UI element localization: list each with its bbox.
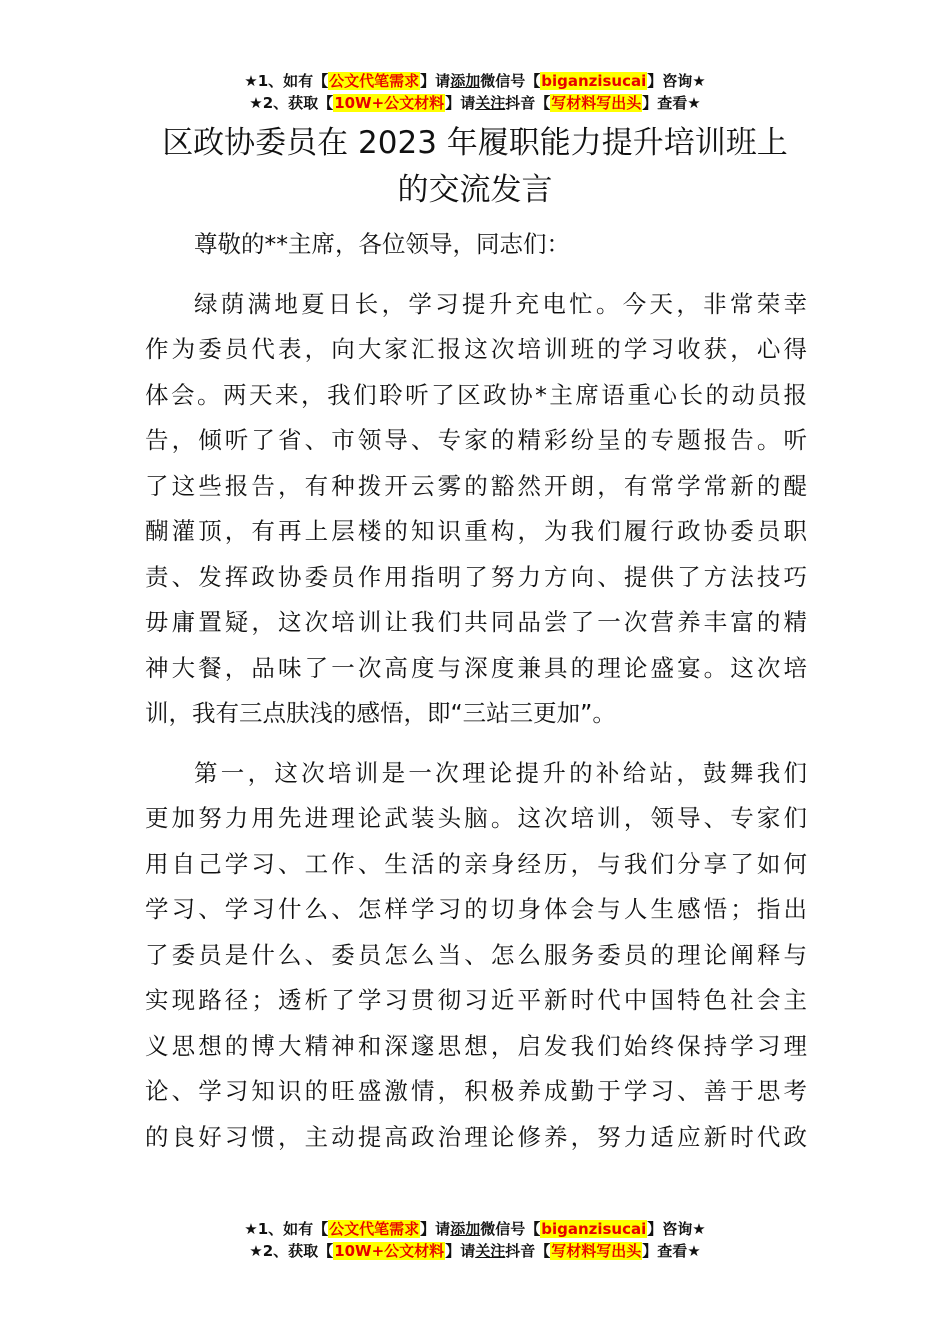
- text-line: 义思想的博大精神和深邃思想，启发我们始终保持学习理: [145, 1031, 807, 1060]
- douyin-account: 写材料写出头: [551, 94, 642, 112]
- text-line: 作为委员代表，向大家汇报这次培训班的学习收获，心得: [145, 335, 807, 363]
- text-line: 尊敬的**主席，各位领导，同志们：: [194, 230, 570, 258]
- wechat-id: biganzisucai: [541, 72, 647, 90]
- text-line: 第一，这次培训是一次理论提升的补给站，鼓舞我们: [194, 758, 807, 787]
- salutation: [145, 222, 807, 268]
- document-title: [0, 120, 950, 214]
- highlight-text: 10W+公文材料: [334, 94, 445, 112]
- text-line: 告，倾听了省、市领导、专家的精彩纷呈的专题报告。听: [145, 426, 807, 454]
- banner-line-2: ★2、获取【10W+公文材料】请关注抖音【写材料写出头】查看★: [249, 94, 701, 112]
- text-line: 实现路径；透析了学习贯彻习近平新时代中国特色社会主: [145, 986, 807, 1014]
- text-line: 体会。两天来，我们聆听了区政协*主席语重心长的动员报: [145, 380, 807, 409]
- banner-line-1: ★1、如有【公文代笔需求】请添加微信号【biganzisucai】咨询★: [244, 72, 706, 90]
- highlight-text: 公文代笔需求: [329, 1220, 420, 1238]
- douyin-account: 写材料写出头: [551, 1242, 642, 1260]
- paragraph-intro: [145, 282, 807, 737]
- banner-line-1: ★1、如有【公文代笔需求】请添加微信号【biganzisucai】咨询★: [244, 1220, 706, 1238]
- title-line-2: 的交流发言: [397, 172, 553, 208]
- text-line: 神大餐，品味了一次高度与深度兼具的理论盛宴。这次培: [145, 653, 807, 682]
- text-line: 训，我有三点肤浅的感悟，即“三站三更加”。: [145, 699, 616, 727]
- text-line: 论、学习知识的旺盛激情，积极养成勤于学习、善于思考: [145, 1077, 807, 1105]
- highlight-text: 10W+公文材料: [334, 1242, 445, 1260]
- text-line: 了这些报告，有种拨开云雾的豁然开朗，有常学常新的醍: [145, 471, 807, 500]
- document-body: [145, 222, 807, 1174]
- banner-line-2: ★2、获取【10W+公文材料】请关注抖音【写材料写出头】查看★: [249, 1242, 701, 1260]
- text-line: 学习、学习什么、怎样学习的切身体会与人生感悟；指出: [145, 895, 807, 923]
- text-line: 了委员是什么、委员怎么当、怎么服务委员的理论阐释与: [145, 940, 807, 969]
- text-line: 毋庸置疑，这次培训让我们共同品尝了一次营养丰富的精: [145, 608, 807, 636]
- text-line: 更加努力用先进理论武装头脑。这次培训，领导、专家们: [145, 804, 807, 832]
- header-banner: [0, 70, 950, 114]
- text-line: 醐灌顶，有再上层楼的知识重构，为我们履行政协委员职: [145, 517, 807, 545]
- text-line: 用自己学习、工作、生活的亲身经历，与我们分享了如何: [145, 849, 807, 878]
- title-line-1: 区政协委员在 2023 年履职能力提升培训班上: [162, 125, 788, 161]
- text-line: 的良好习惯，主动提高政治理论修养，努力适应新时代政: [145, 1122, 807, 1151]
- wechat-id: biganzisucai: [541, 1220, 647, 1238]
- highlight-text: 公文代笔需求: [329, 72, 420, 90]
- text-line: 责、发挥政协委员作用指明了努力方向、提供了方法技巧: [145, 562, 807, 591]
- footer-banner: [0, 1218, 950, 1262]
- text-line: 绿荫满地夏日长，学习提升充电忙。今天，非常荣幸: [194, 289, 807, 318]
- paragraph-first-point: [145, 751, 807, 1161]
